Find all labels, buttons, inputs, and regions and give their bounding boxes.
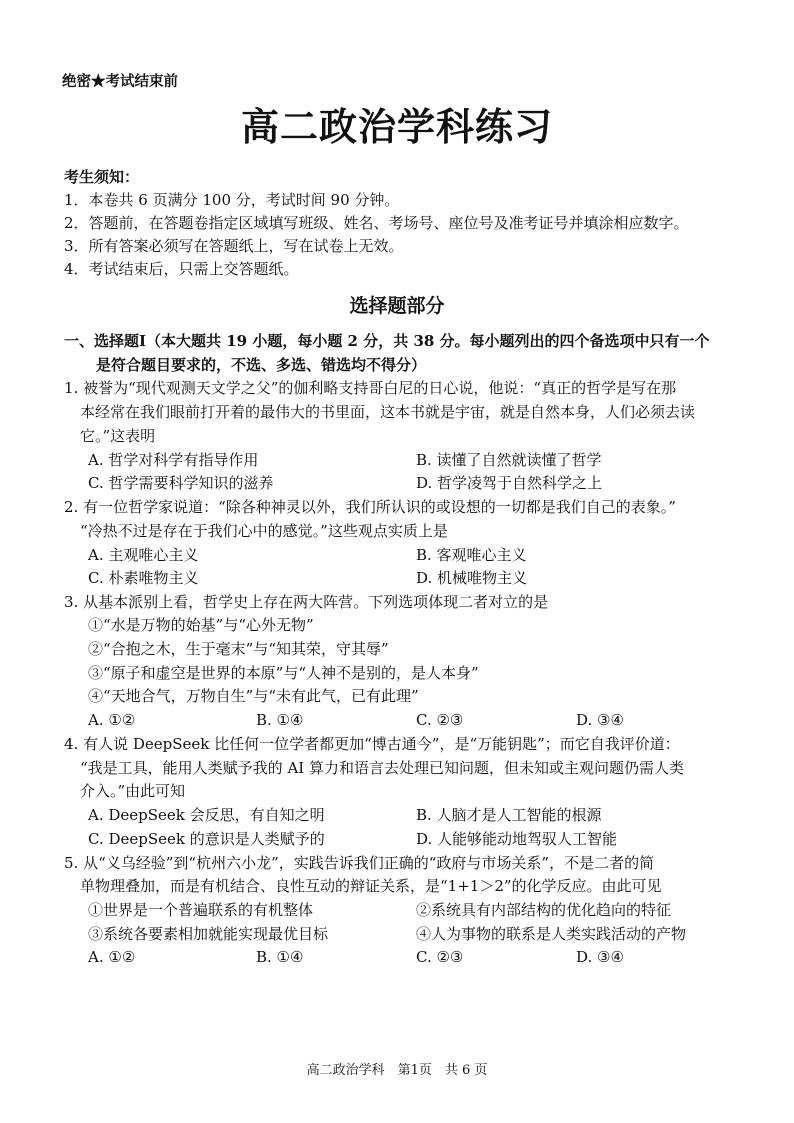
question-5-statement: ③系统各要素相加就能实现最优目标 [88,925,329,943]
question-4-stem: “我是工具，能用人类赋予我的 AI 算力和语言去处理已知问题，但未知或主观问题仍需人类 [80,759,684,777]
part-instruction: 是符合题目要求的，不选、多选、错选均不得分） [96,356,427,374]
question-5-statement: ④人为事物的联系是人类实践活动的产物 [416,925,687,943]
question-1-stem: 它。”这表明 [80,427,156,445]
question-5-option-b[interactable]: B. ①④ [256,948,304,966]
question-1-option-a[interactable]: A. 哲学对科学有指导作用 [88,451,259,469]
question-3-statement: ③“原子和虚空是世界的本原”与“人神不是别的，是人本身” [88,664,479,682]
page-footer: 高二政治学科 第1页 共 6 页 [306,1063,488,1078]
question-2-option-b[interactable]: B. 客观唯心主义 [416,546,527,564]
question-4-option-c[interactable]: C. DeepSeek 的意识是人类赋予的 [88,830,325,848]
question-1-stem: 1. 被誉为“现代观测天文学之父”的伽利略支持哥白尼的日心说，他说：“真正的哲学是写在那 [64,379,677,397]
notice-item: 2．答题前，在答题卷指定区域填写班级、姓名、考场号、座位号及准考证号并填涂相应数字。 [64,214,689,232]
question-5-option-d[interactable]: D. ③④ [576,948,624,966]
question-3-stem: 3. 从基本派别上看，哲学史上存在两大阵营。下列选项体现二者对立的是 [64,593,549,611]
question-3-option-c[interactable]: C. ②③ [416,711,464,729]
question-1-option-c[interactable]: C. 哲学需要科学知识的滋养 [88,474,274,492]
question-3-statement: ①“水是万物的始基”与“心外无物” [88,616,314,634]
notice-item: 1．本卷共 6 页满分 100 分，考试时间 90 分钟。 [64,191,400,209]
question-4-stem: 介入。”由此可知 [80,782,186,800]
question-5-stem: 5. 从“义乌经验”到“杭州六小龙”，实践告诉我们正确的“政府与市场关系”，不是二者的简 [64,854,655,872]
question-3-option-a[interactable]: A. ①② [88,711,136,729]
question-4-stem: 4. 有人说 DeepSeek 比任何一位学者都更加“博古通今”，是“万能钥匙”；而它自我评价道： [64,735,680,753]
question-5-statement: ②系统具有内部结构的优化趋向的特征 [416,901,672,919]
section-title: 选择题部分 [349,295,445,317]
question-5-option-a[interactable]: A. ①② [88,948,136,966]
question-4-option-d[interactable]: D. 人能够能动地驾驭人工智能 [416,830,618,848]
question-2-stem: “冷热不过是存在于我们心中的感觉。”这些观点实质上是 [80,522,448,540]
page-title: 高二政治学科练习 [240,104,553,149]
question-5-option-c[interactable]: C. ②③ [416,948,464,966]
part-instruction: 一、选择题Ⅰ（本大题共 19 小题，每小题 2 分，共 38 分。每小题列出的四个备选项中只有一个 [64,332,710,350]
question-5-stem: 单物理叠加，而是有机结合、良性互动的辩证关系，是“1+1＞2”的化学反应。由此可见 [80,877,662,895]
notice-item: 4．考试结束后，只需上交答题纸。 [64,260,299,278]
question-1-stem: 本经常在我们眼前打开着的最伟大的书里面，这本书就是宇宙，就是自然本身，人们必须去读 [80,403,696,421]
question-2-option-a[interactable]: A. 主观唯心主义 [88,546,199,564]
question-2-stem: 2. 有一位哲学家说道：“除各种神灵以外，我们所认识的或设想的一切都是我们自己的表象。” [64,498,676,516]
question-3-statement: ④“天地合气，万物自生”与“未有此气，已有此理” [88,687,419,705]
question-2-option-d[interactable]: D. 机械唯物主义 [416,569,528,587]
notice-item: 3．所有答案必须写在答题纸上，写在试卷上无效。 [64,237,404,255]
notice-heading: 考生须知： [64,168,140,186]
question-3-option-d[interactable]: D. ③④ [576,711,624,729]
question-4-option-b[interactable]: B. 人脑才是人工智能的根源 [416,806,602,824]
confidential-mark: 绝密★考试结束前 [62,73,178,90]
question-2-option-c[interactable]: C. 朴素唯物主义 [88,569,199,587]
question-4-option-a[interactable]: A. DeepSeek 会反思，有自知之明 [88,806,325,824]
question-5-statement: ①世界是一个普遍联系的有机整体 [88,901,314,919]
question-3-statement: ②“合抱之木，生于毫末”与“知其荣，守其辱” [88,640,389,658]
question-3-option-b[interactable]: B. ①④ [256,711,304,729]
question-1-option-b[interactable]: B. 读懂了自然就读懂了哲学 [416,451,602,469]
question-1-option-d[interactable]: D. 哲学凌驾于自然科学之上 [416,474,603,492]
